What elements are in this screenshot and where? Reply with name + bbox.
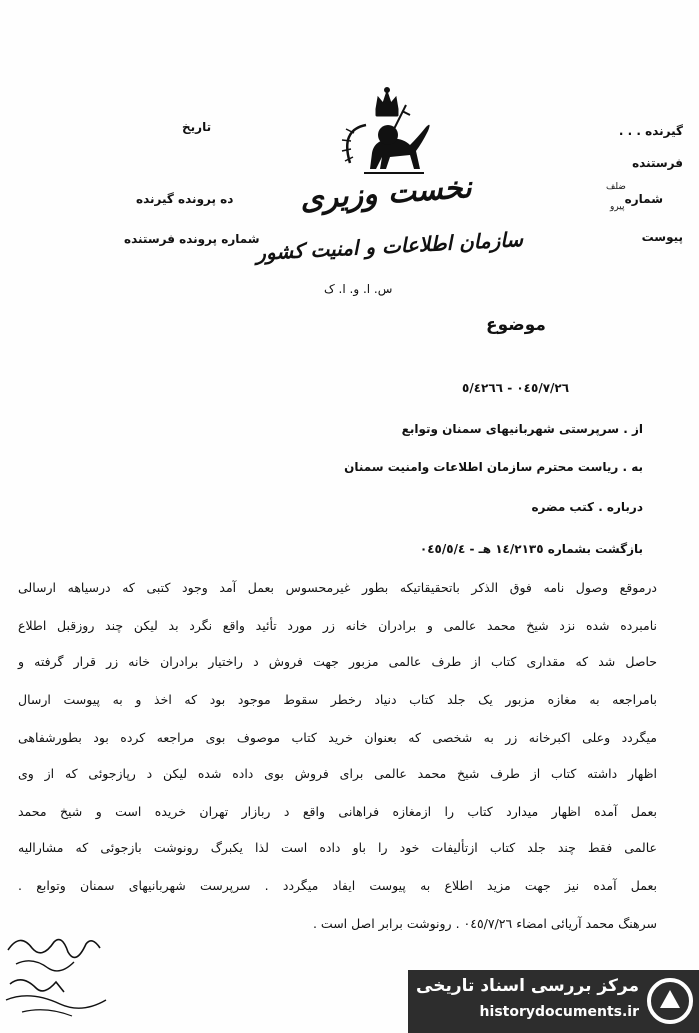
body-line-1: درموقع وصول نامه فوق الذکر باتحقیقاتیکه بطور غیرمحسوس بعمل آمد وجود کتبی که درسیاهه ارسالی [18,580,657,595]
body-line-7: بعمل آمده اظهار میدارد کتاب را ازمغازه فراهانی واقع د ربازار تهران خریده است و شیخ محمد [18,804,657,819]
ministry-title: نخست وزیری [298,170,473,217]
sender-file-field: شماره پرونده فرستنده [124,232,260,246]
watermark-banner [408,970,699,1033]
number-field: شماره [624,192,663,206]
body-line-6: اظهار داشته کتاب از طرف شیخ محمد عالمی برای فروش بوی داده شده لیکن د رپازجوئی که از وی [18,766,657,781]
body-line-4: بامراجعه به مغازه مزبور یک جلد کتاب دنیاد رخطر سقوط موجود بود که اخذ و به پیوست ارسال [18,692,657,707]
body-line-2: نامبرده شده نزد شیخ محمد عالمی و برادران خانه زر مورد تأئید واقع نگرد بد لیکن چند روزقبل اطلاع [18,618,657,633]
watermark-url: historydocuments.ir [479,1004,639,1020]
organization-subtitle: سازمان اطلاعات و امنیت کشور [255,227,524,265]
receiver-file-field: ده پرونده گیرنده [136,192,234,206]
followup-line: بازگشت بشماره ١٤/٢١٣٥ هـ - ٠٤٥/٥/٤ [419,542,643,556]
number-suffix-top: ضلف [606,182,626,192]
organization-code: س. ا. و. ا. ک [324,282,393,296]
body-line-5: میگردد وعلی اکبرخانه زر به شخصی که بعنوان خرید کتاب موصوف بوی مراجعه کرده بود بطورشفاهی [18,730,657,745]
number-suffix-bottom: پیرو [610,202,625,212]
from-line: از . سرپرستی شهربانیهای سمنان وتوابع [401,422,643,436]
date-field: تاریخ [182,120,212,134]
crown-icon [376,88,398,117]
subject-label: موضوع [486,315,546,335]
body-line-10: سرهنگ محمد آریائی امضاء ٠٤٥/٧/٢٦ . رونوشت برابر اصل است . [312,916,657,931]
reference-number: ٠٤٥/٧/٢٦ - ٥/٤٢٦٦ [462,381,570,395]
about-line: درباره . کتب مضره [531,500,643,514]
receiver-field: گیرنده . . . [618,124,683,138]
watermark-logo-icon [645,976,695,1026]
lion-and-sun-emblem [328,85,448,185]
body-line-9: بعمل آمده نیز جهت مزید اطلاع به پیوست ایفاد میگردد . سرپرست شهربانیهای سمنان وتوابع . [18,878,657,893]
handwritten-signature [2,930,112,1020]
watermark-title: مرکز بررسی اسناد تاریخی [416,976,639,996]
body-line-3: حاصل شد که مقداری کتاب از طرف عالمی مزبور جهت فروش د راختیار برادران خانه زر قرار گرفته و [18,654,657,669]
to-line: به . ریاست محترم سازمان اطلاعات وامنیت سمنان [344,460,643,474]
attachment-field: پیوست [641,230,683,244]
sender-field: فرستنده [632,156,683,170]
body-line-8: عالمی فقط چند جلد کتاب ازتألیفات خود را باو داده است لذا یکبرگ رونوشت بازجوئی که مشارالیه [18,840,657,855]
